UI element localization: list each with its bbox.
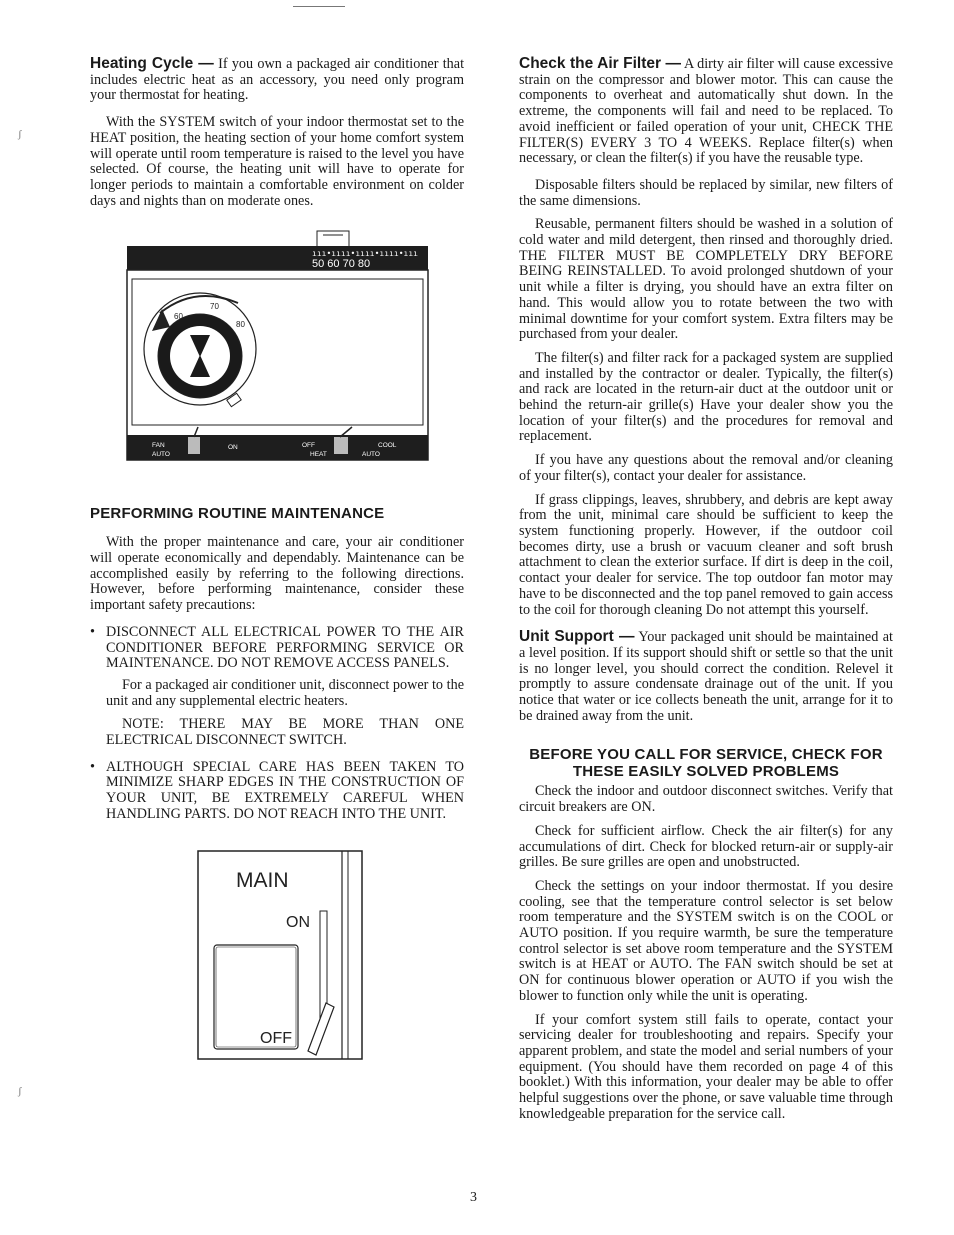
safety-precautions-list xyxy=(90,625,464,672)
maintenance-heading: PERFORMING ROUTINE MAINTENANCE xyxy=(90,505,385,523)
precaution-item: • DISCONNECT ALL ELECTRICAL POWER TO THE AIR CONDITIONER BEFORE PERFORMING SERVICE OR MAINTENANCE. DO NOT REMOVE ACCESS PANELS. xyxy=(90,625,464,672)
margin-mark: ʃ xyxy=(18,1085,22,1097)
unit-support-heading: Unit Support — xyxy=(519,628,635,646)
precaution-note: For a packaged air conditioner unit, disconnect power to the unit and any supplemental electric heaters. xyxy=(106,676,464,709)
service-paragraph-2: Check for sufficient airflow. Check the air filter(s) for any accumulations of dirt. Check for blocked return-air or supply-air grilles. Be sure grilles are open and unobstructed. xyxy=(519,822,893,871)
off-label: OFF xyxy=(302,442,315,450)
auto-label: AUTO xyxy=(152,451,170,459)
margin-mark: ʃ xyxy=(18,128,22,140)
precaution-note: NOTE: THERE MAY BE MORE THAN ONE ELECTRICAL DISCONNECT SWITCH. xyxy=(106,716,464,749)
filter-paragraph-4: The filter(s) and filter rack for a packaged system are supplied and installed by the contractor or dealer. Typically, the filter(s) and rack are located in the return-air duct at the outdoor unit or behind the return-air grille(s) Have your dealer show you the location of your filter(s) and the procedures for removal and replacement. xyxy=(519,349,893,445)
filter-paragraph: Check the Air Filter — A dirty air filter will cause excessive strain on the compressor and blower motor. This can cause the components to overheat and automatically shut down. In the extreme, the components will fail and need to be replaced. To avoid inefficient or failed operation of your unit, CHECK THE FILTER(S) EVERY 3 TO 4 WEEKS. Replace filter(s) when necessary, or clean the filter(s) if you have the reusable type. xyxy=(519,55,893,167)
main-disconnect-switch-illustration xyxy=(90,845,464,1073)
fan-label: FAN xyxy=(152,442,165,450)
left-column xyxy=(90,56,464,1073)
filter-paragraph-5: If you have any questions about the removal and/or cleaning of your filter(s), contact your dealer for assistance. xyxy=(519,452,893,484)
filter-paragraph-6: If grass clippings, leaves, shrubbery, and debris are kept away from the unit, minimal care should be sufficient to keep the system functioning properly. However, if the outdoor coil becomes dirty, use a brush or vacuum cleaner and soft brush attachment to clean the exterior surface. If dirt is deep in the coil, contact your dealer for service. The top outdoor fan motor may have to be disconnected and the top panel removed to gain access to the coil for thorough cleaning Do not attempt this yourself. xyxy=(519,491,893,618)
switch-on-label: ON xyxy=(286,913,310,931)
on-label: ON xyxy=(228,444,238,452)
heat-label: HEAT xyxy=(310,451,327,459)
cool-label: COOL xyxy=(378,442,397,450)
heating-cycle-heading: Heating Cycle — xyxy=(90,55,214,72)
service-paragraph-4: If your comfort system still fails to operate, contact your servicing dealer for troubleshooting and repairs. Specify your apparent problem, and state the model and serial numbers of your equipment. (You should have them recorded on page 4 of this booklet.) With this information, your dealer may be able to offer helpful suggestions over the phone, or save valuable time through knowledgeable preparation for the service call. xyxy=(519,1011,893,1122)
check-air-filter-heading: Check the Air Filter — xyxy=(519,55,682,72)
top-rule xyxy=(293,6,345,7)
main-label: MAIN xyxy=(236,868,289,892)
filter-paragraph-3: Reusable, permanent filters should be washed in a solution of cold water and mild detergent, then rinsed and thoroughly dried. THE FILTER MUST BE COMPLETELY DRY BEFORE BEING REINSTALLED. To avoid prolonged shutdown of your unit while a filter is drying, you should have an extra filter on hand. This would allow you to rotate between the two with minimal downtime for your comfort system. Extra filters may be purchased from your dealer. xyxy=(519,216,893,343)
service-heading: BEFORE YOU CALL FOR SERVICE, CHECK FOR THESE EASILY SOLVED PROBLEMS xyxy=(529,746,883,781)
dial-mark-70: 70 xyxy=(210,302,219,312)
maintenance-paragraph: With the proper maintenance and care, your air conditioner will operate economically and dependably. Maintenance can be accomplished easily by referring to the following directions. However, before performing maintenance, consider these important safety precautions: xyxy=(90,534,464,614)
auto2-label: AUTO xyxy=(362,451,380,459)
right-column xyxy=(519,56,893,1130)
filter-paragraph-2: Disposable filters should be replaced by similar, new filters of the same dimensions. xyxy=(519,176,893,209)
switch-off-label: OFF xyxy=(260,1029,292,1047)
safety-precautions-list xyxy=(90,760,464,823)
service-paragraph-3: Check the settings on your indoor thermostat. If you desire cooling, see that the temperature control selector is set below room temperature and the SYSTEM switch is on the COOL or AUTO position. If you require warmth, be sure the temperature control selector is set above room temperature and the SYSTEM switch is at HEAT or AUTO. The FAN switch should be set at ON for continuous blower operation or AUTO if you wish the blower to function only while the unit is operating. xyxy=(519,877,893,1004)
system-switch xyxy=(334,437,348,454)
dial-mark-80: 80 xyxy=(236,320,245,330)
thermostat-scale-numbers: 50 60 70 80 xyxy=(312,258,371,271)
heating-paragraph-2: With the SYSTEM switch of your indoor thermostat set to the HEAT position, the heating section of your home comfort system will operate until room temperature is raised to the level you have selected. Of course, the heating unit will have to operate for longer periods to maintain a comfortable environment on colder days and nights than on moderate ones. xyxy=(90,114,464,209)
unit-support-paragraph: Unit Support — Your packaged unit should be maintained at a level position. If its support should shift or settle so that the unit is no longer level, you should correct the condition. Relevel it promptly to assure condensate drainage out of the unit. If you notice that water or ice collects beneath the unit, arrange for it to be drained away from the unit. xyxy=(519,628,893,724)
thermostat-scale-ticks: ııı•ıııı•ıııı•ıııı•ııı xyxy=(312,249,418,259)
heating-paragraph: Heating Cycle — If you own a packaged air conditioner that includes electric heat as an accessory, you need only program your thermostat for heating. xyxy=(90,55,465,104)
fan-switch xyxy=(188,437,200,454)
page-number: 3 xyxy=(470,1190,477,1205)
thermostat-illustration xyxy=(90,223,464,485)
precaution-item: • ALTHOUGH SPECIAL CARE HAS BEEN TAKEN TO MINIMIZE SHARP EDGES IN THE CONSTRUCTION OF YOUR UNIT, BE EXTREMELY CAREFUL WHEN HANDLING PARTS. DO NOT REACH INTO THE UNIT. xyxy=(90,760,464,823)
dial-mark-60: 60 xyxy=(174,312,183,322)
service-paragraph-1: Check the indoor and outdoor disconnect switches. Verify that circuit breakers are ON. xyxy=(519,783,893,816)
